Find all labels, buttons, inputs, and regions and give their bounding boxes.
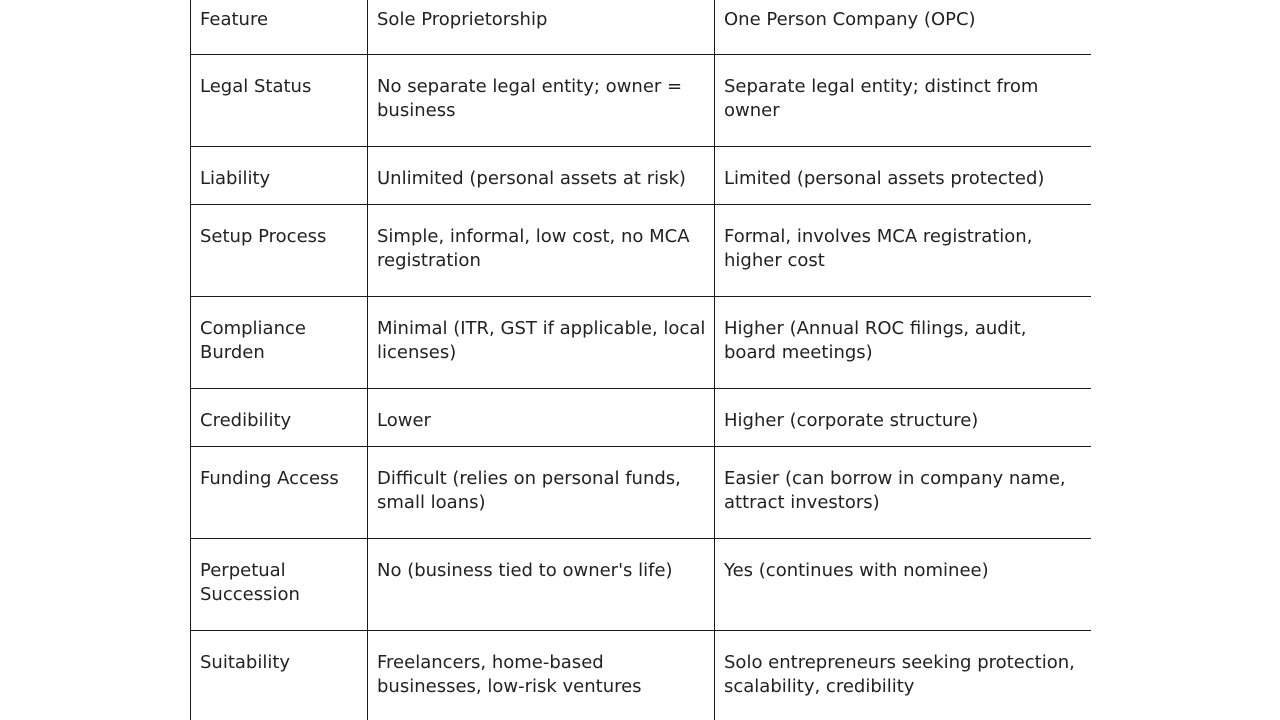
feature-cell: Funding Access — [191, 446, 368, 538]
feature-cell: Liability — [191, 146, 368, 204]
header-cell-opc: One Person Company (OPC) — [715, 0, 1091, 54]
opc-cell: Formal, involves MCA registration, higher cost — [715, 204, 1091, 296]
table-row — [191, 388, 1091, 446]
header-cell-sole-proprietorship: Sole Proprietorship — [368, 0, 715, 54]
feature-cell: Compliance Burden — [191, 296, 368, 388]
table-header-row — [191, 0, 1091, 54]
table-row — [191, 146, 1091, 204]
sole-cell: No (business tied to owner's life) — [368, 538, 715, 630]
opc-cell: Higher (Annual ROC filings, audit, board meetings) — [715, 296, 1091, 388]
opc-cell: Solo entrepreneurs seeking protection, scalability, credibility — [715, 630, 1091, 720]
feature-cell: Suitability — [191, 630, 368, 720]
header-cell-feature: Feature — [191, 0, 368, 54]
sole-cell: No separate legal entity; owner = business — [368, 54, 715, 146]
table-row — [191, 204, 1091, 296]
table-row — [191, 538, 1091, 630]
feature-cell: Setup Process — [191, 204, 368, 296]
sole-cell: Simple, informal, low cost, no MCA registration — [368, 204, 715, 296]
feature-cell: Legal Status — [191, 54, 368, 146]
comparison-table — [190, 0, 1091, 720]
sole-cell: Freelancers, home-based businesses, low-risk ventures — [368, 630, 715, 720]
sole-cell: Minimal (ITR, GST if applicable, local licenses) — [368, 296, 715, 388]
feature-cell: Perpetual Succession — [191, 538, 368, 630]
opc-cell: Limited (personal assets protected) — [715, 146, 1091, 204]
sole-cell: Difficult (relies on personal funds, small loans) — [368, 446, 715, 538]
sole-cell: Unlimited (personal assets at risk) — [368, 146, 715, 204]
table-row — [191, 630, 1091, 720]
table-row — [191, 296, 1091, 388]
table-row — [191, 446, 1091, 538]
sole-cell: Lower — [368, 388, 715, 446]
feature-cell: Credibility — [191, 388, 368, 446]
table-row — [191, 54, 1091, 146]
opc-cell: Separate legal entity; distinct from owner — [715, 54, 1091, 146]
opc-cell: Higher (corporate structure) — [715, 388, 1091, 446]
opc-cell: Yes (continues with nominee) — [715, 538, 1091, 630]
opc-cell: Easier (can borrow in company name, attract investors) — [715, 446, 1091, 538]
